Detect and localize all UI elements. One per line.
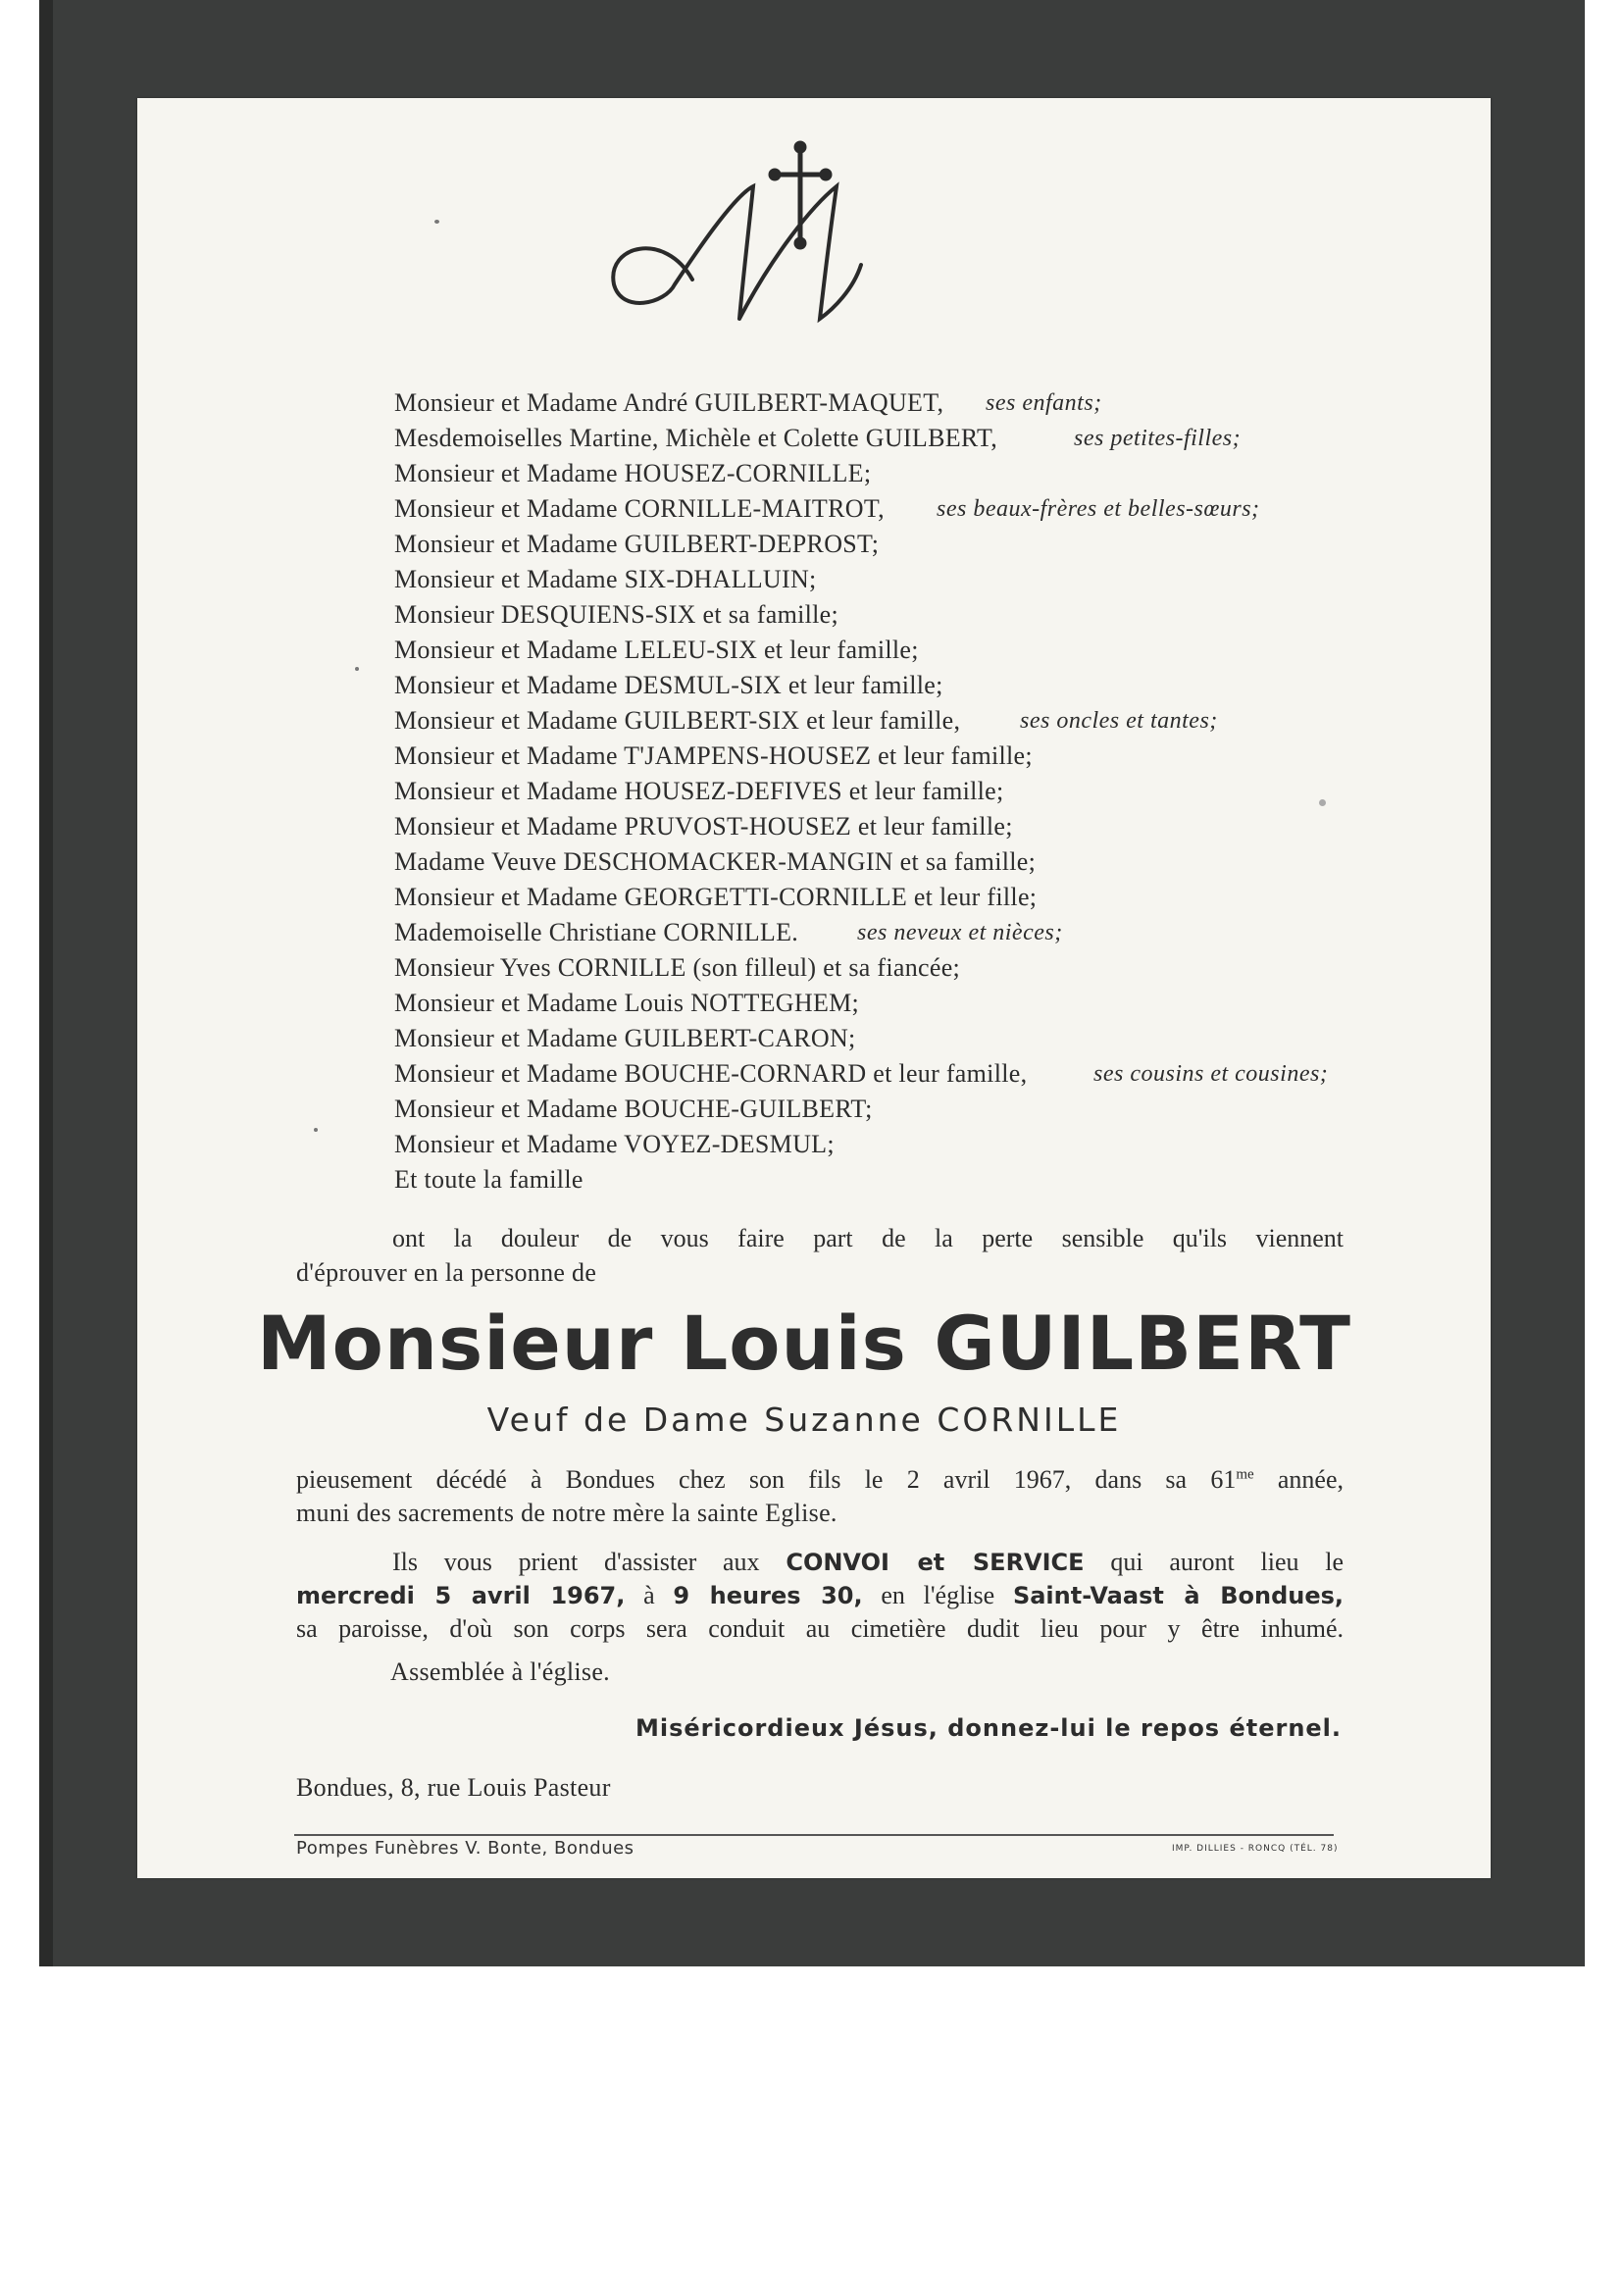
family-member-line: Monsieur et Madame HOUSEZ-DEFIVES et leur famille; [394, 777, 1004, 805]
family-relationship: ses cousins et cousines; [1093, 1061, 1329, 1087]
family-member-line: Monsieur et Madame HOUSEZ-CORNILLE; [394, 459, 872, 487]
paper-speck [1319, 799, 1326, 806]
family-member-line: Monsieur et Madame PRUVOST-HOUSEZ et leur famille; [394, 812, 1013, 841]
family-member-line: Et toute la famille [394, 1165, 584, 1194]
service-line-2 [296, 1581, 1344, 1610]
service-time: 9 heures 30, [673, 1582, 863, 1609]
family-relationship: ses oncles et tantes; [1020, 708, 1218, 734]
family-member-line: Monsieur et Madame BOUCHE-GUILBERT; [394, 1095, 873, 1123]
family-member-line: Monsieur et Madame BOUCHE-CORNARD et leur famille, [394, 1059, 1028, 1088]
family-member-line: Monsieur Yves CORNILLE (son filleul) et sa fiancée; [394, 953, 961, 982]
death-line-1 [296, 1465, 1344, 1495]
family-relationship: ses beaux-frères et belles-sœurs; [937, 496, 1260, 522]
service-intro-end: qui auront lieu le [1084, 1548, 1345, 1576]
cross-icon [771, 143, 830, 247]
monogram-m-with-cross-icon [567, 137, 920, 353]
death-text-end: année, [1253, 1465, 1345, 1494]
scan-edge [39, 0, 53, 1966]
family-member-line: Monsieur et Madame DESMUL-SIX et leur famille; [394, 671, 943, 699]
family-relationship: ses enfants; [986, 390, 1102, 416]
service-church: Saint-Vaast à Bondues, [1012, 1582, 1345, 1609]
family-member-line: Monsieur et Madame GUILBERT-CARON; [394, 1024, 856, 1052]
family-member-line: Monsieur et Madame GUILBERT-SIX et leur famille, [394, 706, 961, 735]
announcement-line-2: d'éprouver en la personne de [296, 1258, 597, 1287]
family-member-line: Monsieur et Madame GUILBERT-DEPROST; [394, 530, 880, 558]
undertaker-credit: Pompes Funèbres V. Bonte, Bondues [296, 1838, 634, 1859]
assembly-note: Assemblée à l'église. [390, 1657, 610, 1686]
widow-of-line: Veuf de Dame Suzanne CORNILLE [486, 1401, 1122, 1439]
service-line-1 [392, 1548, 1344, 1577]
family-member-line: Monsieur DESQUIENS-SIX et sa famille; [394, 600, 839, 629]
service-line-3: sa paroisse, d'où son corps sera conduit au cimetière dudit lieu pour y être inhumé. [296, 1614, 1344, 1643]
footer-divider [294, 1834, 1334, 1836]
service-date: mercredi 5 avril 1967, [296, 1582, 626, 1609]
family-member-line: Monsieur et Madame VOYEZ-DESMUL; [394, 1130, 835, 1158]
service-text: à [625, 1581, 674, 1609]
family-member-line: Monsieur et Madame CORNILLE-MAITROT, [394, 494, 885, 523]
family-member-line: Monsieur et Madame GEORGETTI-CORNILLE et leur fille; [394, 883, 1038, 911]
paper-speck [355, 667, 359, 671]
announcement-line-1: ont la douleur de vous faire part de la perte sensible qu'ils viennent [392, 1224, 1344, 1252]
family-member-line: Monsieur et Madame T'JAMPENS-HOUSEZ et leur famille; [394, 741, 1033, 770]
death-line-2: muni des sacrements de notre mère la sainte Eglise. [296, 1499, 837, 1527]
family-member-line: Monsieur et Madame LELEU-SIX et leur famille; [394, 636, 919, 664]
closing-prayer: Miséricordieux Jésus, donnez-lui le repos éternel. [635, 1714, 1343, 1742]
service-type: CONVOI et SERVICE [786, 1549, 1085, 1576]
service-intro: Ils vous prient d'assister aux [392, 1548, 787, 1576]
printer-credit: IMP. DILLIES - RONCQ (TÉL. 78) [1172, 1844, 1339, 1854]
paper-speck [434, 220, 439, 224]
family-member-line: Mesdemoiselles Martine, Michèle et Colette GUILBERT, [394, 424, 998, 452]
family-address: Bondues, 8, rue Louis Pasteur [296, 1773, 611, 1802]
paper-speck [314, 1128, 318, 1132]
ordinal-suffix: me [1236, 1466, 1254, 1483]
family-member-line: Monsieur et Madame Louis NOTTEGHEM; [394, 989, 860, 1017]
family-member-line: Monsieur et Madame SIX-DHALLUIN; [394, 565, 817, 593]
family-member-line: Mademoiselle Christiane CORNILLE. [394, 918, 799, 946]
family-relationship: ses neveux et nièces; [857, 920, 1063, 945]
death-text: pieusement décédé à Bondues chez son fils le 2 avril 1967, dans sa 61 [296, 1465, 1237, 1494]
family-member-line: Madame Veuve DESCHOMACKER-MANGIN et sa famille; [394, 847, 1037, 876]
family-member-line: Monsieur et Madame André GUILBERT-MAQUET, [394, 388, 944, 417]
service-text-2: en l'église [862, 1581, 1013, 1609]
family-relationship: ses petites-filles; [1074, 426, 1242, 451]
deceased-name: Monsieur Louis GUILBERT [257, 1300, 1351, 1387]
